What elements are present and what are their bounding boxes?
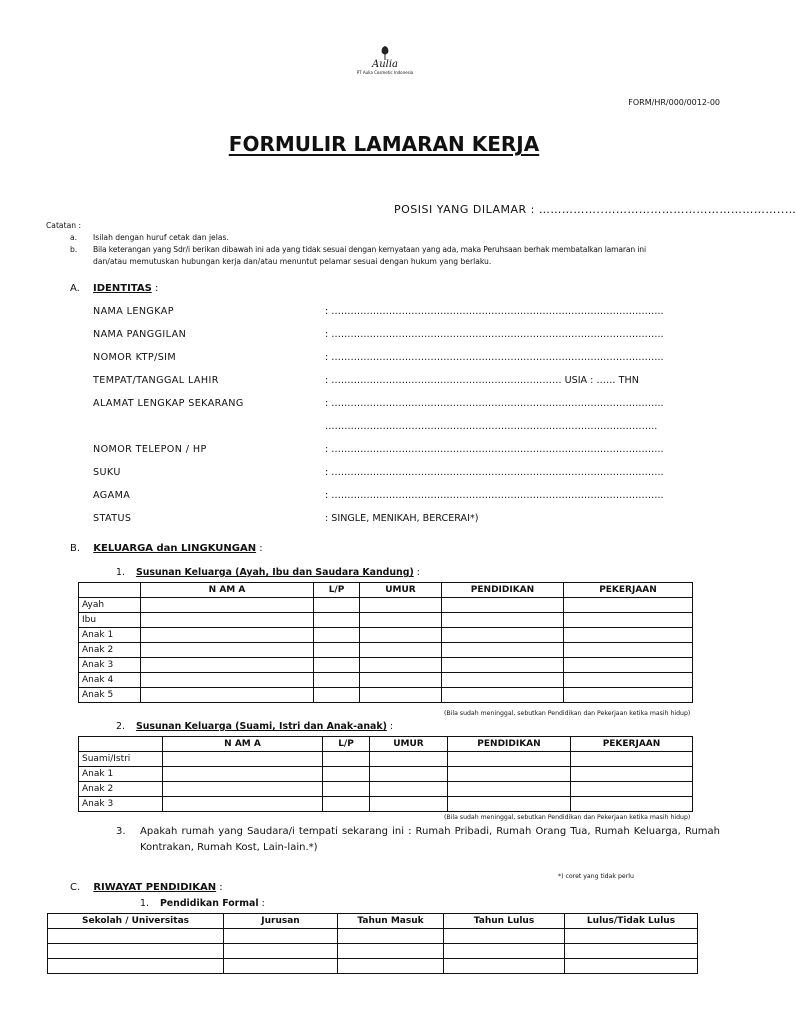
family-table-1-row-label: Anak 4: [79, 673, 141, 688]
family-table-1-input-cell[interactable]: [442, 688, 564, 703]
family-table-2-input-cell[interactable]: [571, 767, 693, 782]
family-table-1-input-cell[interactable]: [141, 628, 314, 643]
family-table-1-row-label: Anak 1: [79, 628, 141, 643]
catatan-label: Catatan :: [46, 221, 82, 230]
education-input-cell[interactable]: [444, 929, 565, 944]
page-title: FORMULIR LAMARAN KERJA: [228, 132, 540, 156]
table-row: [79, 767, 693, 782]
table-row: [79, 598, 693, 613]
field-label: NAMA LENGKAP: [93, 306, 174, 317]
family-table-2-input-cell[interactable]: [163, 752, 323, 767]
family-table-1-input-cell[interactable]: [564, 613, 693, 628]
family-table-2-header-cell: N AM A: [163, 737, 323, 752]
field-label: STATUS: [93, 513, 132, 524]
family-table-1-input-cell[interactable]: [442, 628, 564, 643]
family-table-1-input-cell[interactable]: [141, 658, 314, 673]
table-row: [79, 643, 693, 658]
family-table-1-header-cell: UMUR: [360, 583, 442, 598]
education-header-cell: Jurusan: [224, 914, 338, 929]
family-table-1-input-cell[interactable]: [314, 613, 360, 628]
education-input-cell[interactable]: [48, 944, 224, 959]
family-table-1-input-cell[interactable]: [564, 688, 693, 703]
posisi-value[interactable]: ……………..………………………………………..…: [538, 203, 796, 216]
family-table-2-header-cell: PENDIDIKAN: [448, 737, 571, 752]
family-table-2-input-cell[interactable]: [323, 782, 370, 797]
education-input-cell[interactable]: [224, 959, 338, 974]
family-table-2-input-cell[interactable]: [370, 782, 448, 797]
family-table-2-header-cell: UMUR: [370, 737, 448, 752]
family-table-1-input-cell[interactable]: [564, 628, 693, 643]
family-table-1-input-cell[interactable]: [141, 598, 314, 613]
education-header-cell: Lulus/Tidak Lulus: [565, 914, 698, 929]
family-table-1-input-cell[interactable]: [314, 658, 360, 673]
table-row: [48, 944, 698, 959]
section-a-heading: A. IDENTITAS :: [70, 283, 159, 294]
family-table-1-header-cell: L/P: [314, 583, 360, 598]
family-table-1-row-label: Anak 5: [79, 688, 141, 703]
family-table-2-input-cell[interactable]: [323, 752, 370, 767]
family-table-1-row-label: Ibu: [79, 613, 141, 628]
family-table-1-input-cell[interactable]: [564, 673, 693, 688]
family-table-1-input-cell[interactable]: [564, 598, 693, 613]
family-table-1-input-cell[interactable]: [442, 598, 564, 613]
family-table-1-input-cell[interactable]: [360, 613, 442, 628]
catatan-b-marker: b.: [70, 245, 78, 254]
form-code: FORM/HR/000/0012-00: [628, 98, 720, 107]
family-table-1-input-cell[interactable]: [314, 673, 360, 688]
education-input-cell[interactable]: [224, 944, 338, 959]
logo-company: PT Aulia Cosmetic Indonesia: [356, 70, 414, 75]
family-table-1-input-cell[interactable]: [314, 643, 360, 658]
table-row: [79, 628, 693, 643]
question-3-text: Apakah rumah yang Saudara/i tempati sekarang ini : Rumah Pribadi, Rumah Orang Tua, Rumah Keluarga, Rumah Kontrakan, Rumah Kost, Lain-lain.*): [140, 826, 720, 853]
family-table-1-input-cell[interactable]: [314, 598, 360, 613]
family-table-2: [78, 736, 693, 812]
posisi-field[interactable]: [394, 203, 796, 216]
education-input-cell[interactable]: [444, 959, 565, 974]
table-row: [79, 782, 693, 797]
family-table-1-input-cell[interactable]: [360, 598, 442, 613]
field-value[interactable]: : …………………………………………………………………………………………..: [325, 398, 664, 409]
family-table-1-input-cell[interactable]: [564, 643, 693, 658]
field-label: NOMOR TELEPON / HP: [93, 444, 207, 455]
education-input-cell[interactable]: [48, 959, 224, 974]
field-label: ALAMAT LENGKAP SEKARANG: [93, 398, 244, 409]
family-table-1-header-cell: PENDIDIKAN: [442, 583, 564, 598]
family-table-2-header-cell: PEKERJAAN: [571, 737, 693, 752]
company-logo: [352, 44, 418, 96]
family-table-2-row-label: Anak 2: [79, 782, 163, 797]
family-table-1-note: (Bila sudah meninggal, sebutkan Pendidikan dan Pekerjaan ketika masih hidup): [444, 710, 691, 717]
family-table-1-row-label: Anak 2: [79, 643, 141, 658]
education-input-cell[interactable]: [338, 929, 444, 944]
table-row: [79, 797, 693, 812]
family-table-1-input-cell[interactable]: [141, 643, 314, 658]
family-table-1-input-cell[interactable]: [141, 673, 314, 688]
tulip-icon: [378, 44, 392, 60]
family-table-1-header-cell: [79, 583, 141, 598]
family-table-2-row-label: Anak 3: [79, 797, 163, 812]
field-value[interactable]: : …………………………………………………………………………………………..: [325, 306, 664, 317]
education-input-cell[interactable]: [224, 929, 338, 944]
table-row: [79, 613, 693, 628]
education-input-cell[interactable]: [338, 959, 444, 974]
education-input-cell[interactable]: [565, 944, 698, 959]
table-row: [79, 752, 693, 767]
family-table-1-input-cell[interactable]: [360, 643, 442, 658]
field-value[interactable]: : SINGLE, MENIKAH, BERCERAI*): [325, 513, 479, 524]
family-table-1-input-cell[interactable]: [360, 688, 442, 703]
table-row: [79, 688, 693, 703]
education-input-cell[interactable]: [338, 944, 444, 959]
family-table-2-input-cell[interactable]: [448, 782, 571, 797]
field-label: TEMPAT/TANGGAL LAHIR: [93, 375, 219, 386]
family-table-2-input-cell[interactable]: [163, 782, 323, 797]
education-header-cell: Tahun Lulus: [444, 914, 565, 929]
field-label: AGAMA: [93, 490, 131, 501]
family-table-1-input-cell[interactable]: [314, 628, 360, 643]
family-table-2-header-cell: [79, 737, 163, 752]
family-table-1-input-cell[interactable]: [314, 688, 360, 703]
family-table-1-row-label: Ayah: [79, 598, 141, 613]
education-header-cell: Sekolah / Universitas: [48, 914, 224, 929]
field-value[interactable]: : …………………………………………………………………………………………..: [325, 467, 664, 478]
family-table-1-input-cell[interactable]: [442, 658, 564, 673]
education-input-cell[interactable]: [444, 944, 565, 959]
family-table-2-input-cell[interactable]: [571, 782, 693, 797]
field-label: SUKU: [93, 467, 121, 478]
pendidikan-formal-heading: 1. Pendidikan Formal :: [140, 898, 265, 909]
field-value[interactable]: : …………………………………………………………………………………………..: [325, 444, 664, 455]
table-row: [79, 658, 693, 673]
family-table-2-input-cell[interactable]: [323, 797, 370, 812]
family-table-2-input-cell[interactable]: [370, 752, 448, 767]
family-table-1-input-cell[interactable]: [141, 688, 314, 703]
family-table-1-input-cell[interactable]: [442, 673, 564, 688]
family-table-2-input-cell[interactable]: [370, 797, 448, 812]
family-table-1-input-cell[interactable]: [360, 658, 442, 673]
logo-name: Aulia: [371, 59, 399, 70]
family-table-2-row-label: Suami/Istri: [79, 752, 163, 767]
family-table-1-input-cell[interactable]: [442, 643, 564, 658]
coret-note: *) coret yang tidak perlu: [558, 873, 634, 880]
table-row: [48, 929, 698, 944]
field-value[interactable]: : …………………………………………………………………………………………..: [325, 329, 664, 340]
field-label: NAMA PANGGILAN: [93, 329, 187, 340]
family-table-1: [78, 582, 693, 703]
family-table-1-input-cell[interactable]: [564, 658, 693, 673]
section-b-heading: B. KELUARGA dan LINGKUNGAN :: [70, 543, 263, 554]
table-row: [79, 673, 693, 688]
family-table-1-header-cell: PEKERJAAN: [564, 583, 693, 598]
family-table-1-input-cell[interactable]: [360, 673, 442, 688]
family-table-1-input-cell[interactable]: [141, 613, 314, 628]
family-table-2-note: (Bila sudah meninggal, sebutkan Pendidikan dan Pekerjaan ketika masih hidup): [444, 814, 691, 821]
family-table-2-input-cell[interactable]: [571, 797, 693, 812]
family-table-2-row-label: Anak 1: [79, 767, 163, 782]
field-label: NOMOR KTP/SIM: [93, 352, 177, 363]
family-table-1-row-label: Anak 3: [79, 658, 141, 673]
education-input-cell[interactable]: [565, 929, 698, 944]
field-value[interactable]: : …………………………………………………………………………………………..: [325, 352, 664, 363]
family-table-2-input-cell[interactable]: [323, 767, 370, 782]
catatan-a-marker: a.: [70, 233, 78, 242]
education-header-cell: Tahun Masuk: [338, 914, 444, 929]
field-value[interactable]: : …………………………………………………………………………………………..: [325, 490, 664, 501]
family-table-1-input-cell[interactable]: [442, 613, 564, 628]
education-input-cell[interactable]: [565, 959, 698, 974]
catatan-b-continuation: dan/atau memutuskan hubungan kerja dan/atau menuntut pelamar sesuai dengan hukum yang berlaku.: [93, 257, 492, 266]
family-table-2-input-cell[interactable]: [448, 752, 571, 767]
question-3-marker: 3.: [116, 826, 126, 837]
family-table-2-input-cell[interactable]: [370, 767, 448, 782]
family-table-1-input-cell[interactable]: [360, 628, 442, 643]
catatan-b-text: Bila keterangan yang Sdr/i berikan dibawah ini ada yang tidak sesuai dengan kernyataan yang ada, maka Peruhsaan berhak membatalkan lamaran ini: [93, 245, 646, 254]
family-table-2-input-cell[interactable]: [448, 767, 571, 782]
catatan-a-text: Isilah dengan huruf cetak dan jelas.: [93, 233, 229, 242]
family-table-1-heading: 1. Susunan Keluarga (Ayah, Ibu dan Saudara Kandung) :: [116, 567, 420, 578]
field-value[interactable]: : ……………………………………………………………… USIA : …… THN: [325, 375, 639, 386]
family-table-2-input-cell[interactable]: [163, 797, 323, 812]
section-c-heading: C. RIWAYAT PENDIDIKAN :: [70, 882, 223, 893]
family-table-2-header-cell: L/P: [323, 737, 370, 752]
family-table-2-input-cell[interactable]: [571, 752, 693, 767]
family-table-1-header-cell: N AM A: [141, 583, 314, 598]
field-value[interactable]: …………………………………………………………………………………………..: [325, 421, 658, 432]
family-table-2-input-cell[interactable]: [163, 767, 323, 782]
education-input-cell[interactable]: [48, 929, 224, 944]
family-table-2-input-cell[interactable]: [448, 797, 571, 812]
education-table: [47, 913, 698, 974]
family-table-2-heading: 2. Susunan Keluarga (Suami, Istri dan Anak-anak) :: [116, 721, 393, 732]
posisi-label: POSISI YANG DILAMAR :: [394, 203, 535, 216]
table-row: [48, 959, 698, 974]
